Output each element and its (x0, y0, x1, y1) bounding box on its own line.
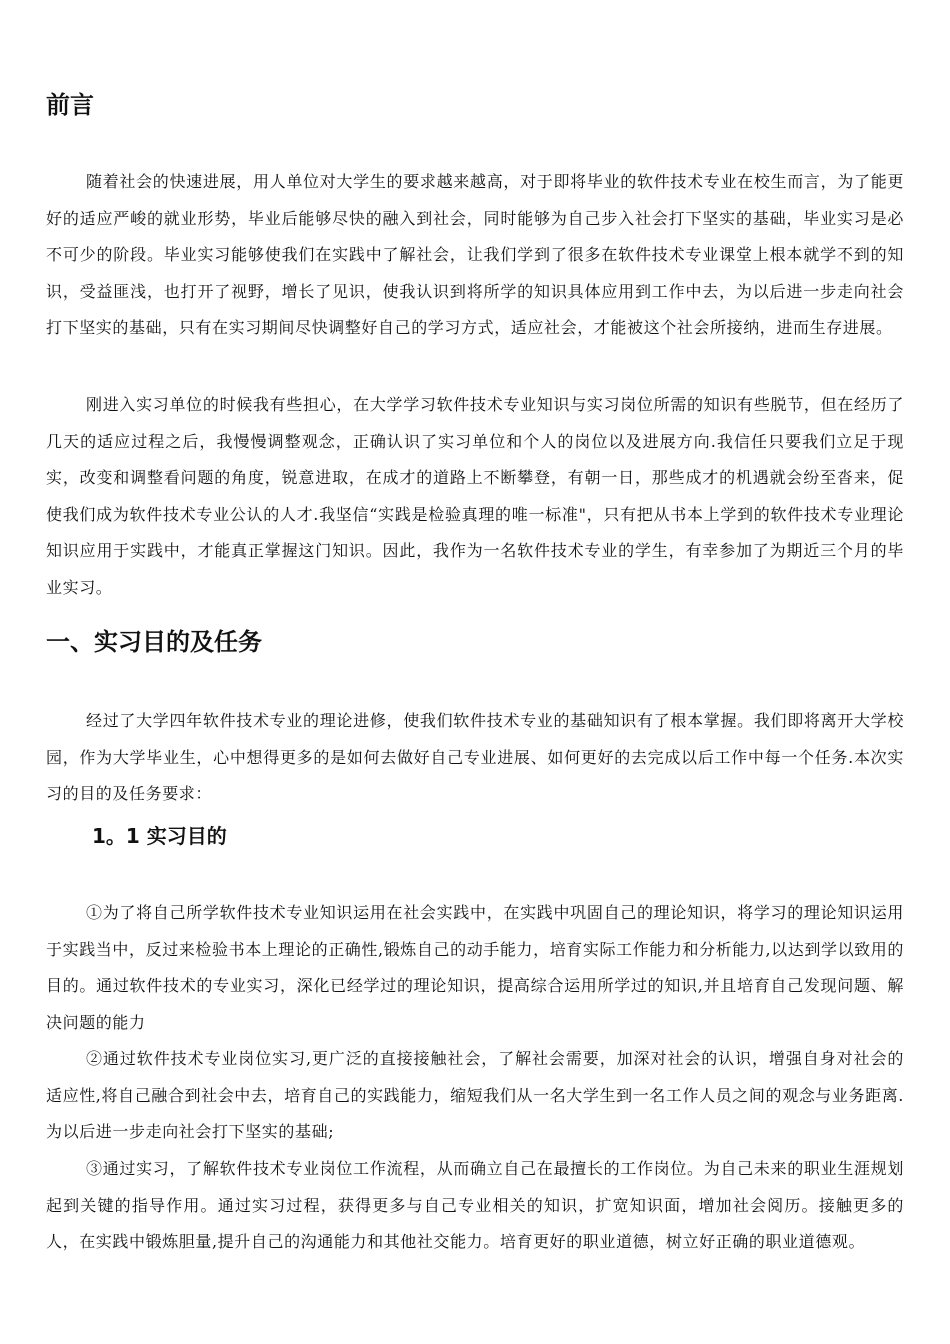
preface-title: 前言 (46, 91, 94, 119)
section-1-title: 一、实习目的及任务 (46, 628, 262, 656)
section-1-intro: 经过了大学四年软件技术专业的理论进修，使我们软件技术专业的基础知识有了根本掌握。我们即将离开大学校园，作为大学毕业生，心中想得更多的是如何去做好自己专业进展、如何更好的去完成以后工作中每一个任务.本次实习的目的及任务要求： (46, 711, 904, 803)
preface-paragraph-1: 随着社会的快速进展，用人单位对大学生的要求越来越高，对于即将毕业的软件技术专业在校生而言，为了能更好的适应严峻的就业形势，毕业后能够尽快的融入到社会，同时能够为自己步入社会打下坚实的基础，毕业实习是必不可少的阶段。毕业实习能够使我们在实践中了解社会，让我们学到了很多在软件技术专业课堂上根本就学不到的知识，受益匪浅，也打开了视野，增长了见识，使我认识到将所学的知识具体应用到工作中去，为以后进一步走向社会打下坚实的基础，只有在实习期间尽快调整好自己的学习方式，适应社会，才能被这个社会所接纳，进而生存进展。 (46, 172, 904, 337)
preface-paragraph-2: 刚进入实习单位的时候我有些担心，在大学学习软件技术专业知识与实习岗位所需的知识有些脱节，但在经历了几天的适应过程之后，我慢慢调整观念，正确认识了实习单位和个人的岗位以及进展方向.我信任只要我们立足于现实，改变和调整看问题的角度，锐意进取，在成才的道路上不断攀登，有朝一日，那些成才的机遇就会纷至沓来，促使我们成为软件技术专业公认的人才.我坚信“实践是检验真理的唯一标准"，只有把从书本上学到的软件技术专业理论知识应用于实践中，才能真正掌握这门知识。因此，我作为一名软件技术专业的学生，有幸参加了为期近三个月的毕业实习。 (46, 395, 904, 597)
subsection-1-1-title: 1。1 实习目的 (92, 824, 227, 848)
purpose-item-2: ②通过软件技术专业岗位实习,更广泛的直接接触社会，了解社会需要，加深对社会的认识，增强自身对社会的适应性,将自己融合到社会中去，培育自己的实践能力，缩短我们从一名大学生到一名工作人员之间的观念与业务距离.为以后进一步走向社会打下坚实的基础; (46, 1049, 904, 1141)
purpose-item-3: ③通过实习，了解软件技术专业岗位工作流程，从而确立自己在最擅长的工作岗位。为自己未来的职业生涯规划起到关键的指导作用。通过实习过程，获得更多与自己专业相关的知识，扩宽知识面，增加社会阅历。接触更多的人，在实践中锻炼胆量,提升自己的沟通能力和其他社交能力。培育更好的职业道德，树立好正确的职业道德观。 (46, 1159, 904, 1251)
purpose-item-1: ①为了将自己所学软件技术专业知识运用在社会实践中，在实践中巩固自己的理论知识，将学习的理论知识运用于实践当中，反过来检验书本上理论的正确性,锻炼自己的动手能力，培育实际工作能力和分析能力,以达到学以致用的目的。通过软件技术的专业实习，深化已经学过的理论知识，提高综合运用所学过的知识,并且培育自己发现问题、解决问题的能力 (46, 903, 904, 1032)
